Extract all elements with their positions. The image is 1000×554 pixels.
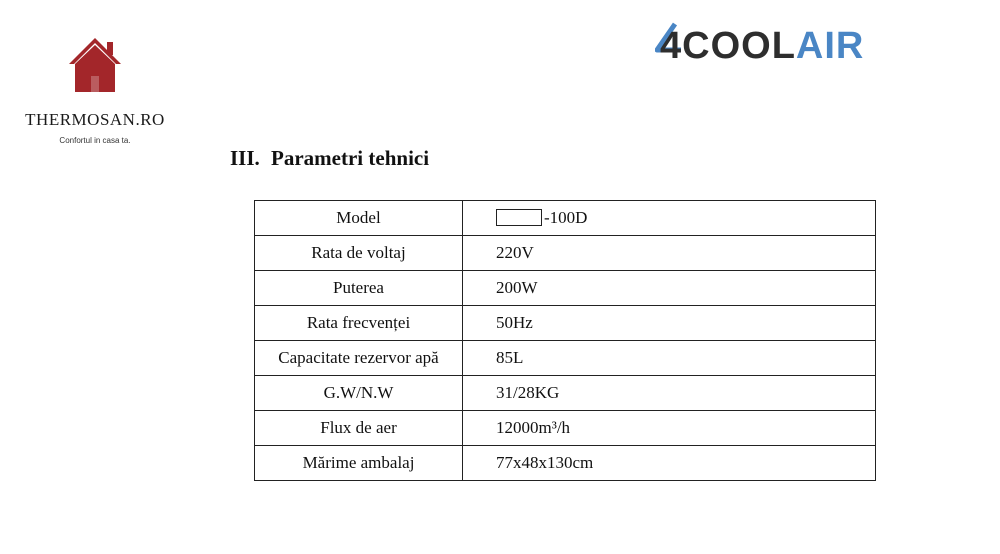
table-row — [255, 201, 876, 236]
spec-value: 50Hz — [463, 306, 876, 341]
table-row — [255, 376, 876, 411]
spec-label: G.W/N.W — [255, 376, 463, 411]
table-row — [255, 341, 876, 376]
spec-label: Model — [255, 201, 463, 236]
table-row — [255, 306, 876, 341]
spec-label: Rata frecvenței — [255, 306, 463, 341]
logo-text-prefix: 4COOL — [660, 25, 796, 66]
thermosan-logo — [0, 34, 190, 145]
spec-label: Capacitate rezervor apă — [255, 341, 463, 376]
section-numeral: III. — [230, 146, 260, 170]
spec-label: Mărime ambalaj — [255, 446, 463, 481]
spec-value: 220V — [463, 236, 876, 271]
spec-value: 77x48x130cm — [463, 446, 876, 481]
section-title — [230, 146, 429, 171]
4coolair-logo — [655, 20, 925, 66]
spec-label: Rata de voltaj — [255, 236, 463, 271]
table-row — [255, 271, 876, 306]
table-row — [255, 236, 876, 271]
spec-value: 200W — [463, 271, 876, 306]
logo-text — [660, 25, 864, 66]
spec-label: Puterea — [255, 271, 463, 306]
section-heading: Parametri tehnici — [271, 146, 430, 170]
brand-tagline: Confortul in casa ta. — [59, 136, 131, 145]
model-placeholder-box — [496, 209, 542, 226]
spec-table — [254, 200, 876, 481]
table-row — [255, 446, 876, 481]
spec-value: 31/28KG — [463, 376, 876, 411]
table-row — [255, 411, 876, 446]
house-icon — [67, 34, 123, 96]
brand-name: THERMOSAN.RO — [25, 110, 165, 129]
spec-value: -100D — [463, 201, 876, 236]
spec-label: Flux de aer — [255, 411, 463, 446]
logo-text-suffix: AIR — [795, 25, 865, 66]
spec-value: 12000m³/h — [463, 411, 876, 446]
spec-value: 85L — [463, 341, 876, 376]
